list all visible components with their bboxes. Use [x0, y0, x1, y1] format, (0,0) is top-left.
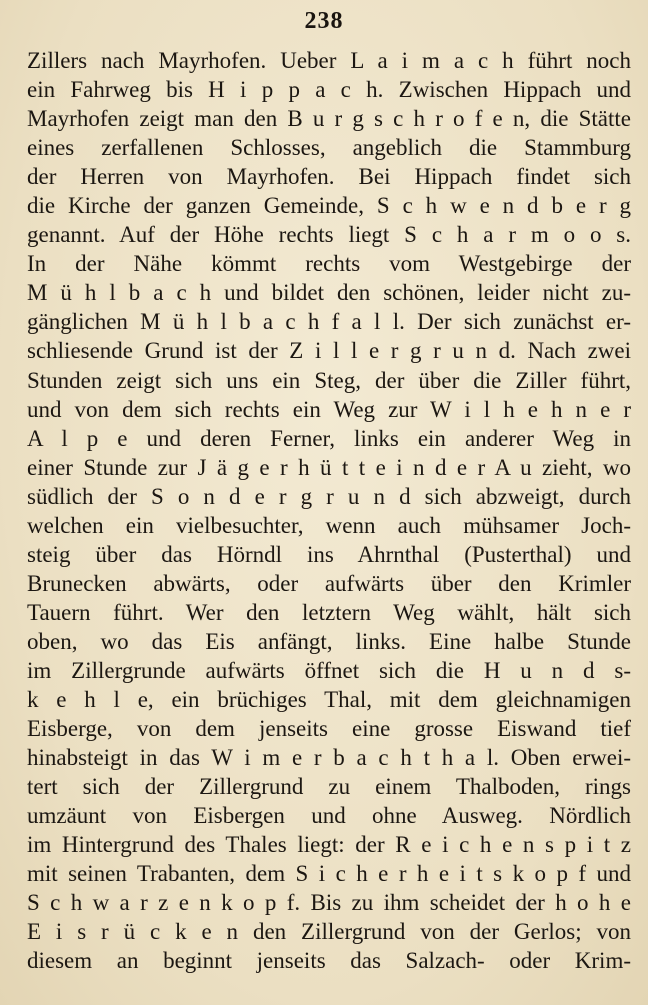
- text-line: schliesende Grund ist der Z i l l e r g r u n d. Nach zwei: [27, 338, 631, 364]
- text-line: M ü h l b a c h und bildet den schönen, leider nicht zu-: [27, 280, 631, 306]
- text-line: E i s r ü c k e n den Zillergrund von der Gerlos; von: [27, 919, 631, 945]
- text-line: und von dem sich rechts ein Weg zur W i l h e h n e r: [27, 396, 631, 422]
- text-line: eines zerfallenen Schlosses, angeblich die Stammburg: [27, 135, 631, 161]
- text-line: Stunden zeigt sich uns ein Steg, der über die Ziller führt,: [27, 367, 631, 393]
- text-line: Zillers nach Mayrhofen. Ueber L a i m a c h führt noch: [27, 48, 631, 73]
- text-line: ein Fahrweg bis H i p p a c h. Zwischen Hippach und: [27, 77, 631, 103]
- text-line: gänglichen M ü h l b a c h f a l l. Der sich zunächst er-: [27, 309, 631, 335]
- text-line: im Zillergrunde aufwärts öffnet sich die H u n d s-: [27, 657, 631, 683]
- text-line: mit seinen Trabanten, dem S i c h e r h e i t s k o p f und: [27, 861, 631, 887]
- text-line: Brunecken abwärts, oder aufwärts über den Krimler: [27, 570, 631, 596]
- text-line: In der Nähe kömmt rechts vom Westgebirge der: [27, 251, 631, 277]
- text-line: S c h w a r z e n k o p f. Bis zu ihm scheidet der h o h e: [27, 890, 631, 916]
- text-line: die Kirche der ganzen Gemeinde, S c h w e n d b e r g: [27, 193, 631, 219]
- text-line: Eisberge, von dem jenseits eine grosse Eiswand tief: [27, 716, 631, 742]
- text-line: genannt. Auf der Höhe rechts liegt S c h a r m o o s.: [27, 222, 631, 248]
- text-line: umzäunt von Eisbergen und ohne Ausweg. Nördlich: [27, 803, 631, 829]
- text-line: tert sich der Zillergrund zu einem Thalboden, rings: [27, 774, 631, 800]
- text-line: Tauern führt. Wer den letztern Weg wählt, hält sich: [27, 599, 631, 625]
- page-number: 238: [304, 8, 344, 34]
- text-line: im Hintergrund des Thales liegt: der R e i c h e n s p i t z: [27, 832, 631, 858]
- text-line: steig über das Hörndl ins Ahrnthal (Pusterthal) und: [27, 541, 631, 567]
- text-line: A l p e und deren Ferner, links ein anderer Weg in: [27, 425, 631, 451]
- text-line: k e h l e, ein brüchiges Thal, mit dem gleichnamigen: [27, 687, 631, 713]
- text-line: oben, wo das Eis anfängt, links. Eine halbe Stunde: [27, 628, 631, 654]
- text-line: hinabsteigt in das W i m e r b a c h t h a l. Oben erwei-: [27, 745, 631, 771]
- body-text: [27, 46, 631, 976]
- text-line: südlich der S o n d e r g r u n d sich abzweigt, durch: [27, 483, 631, 509]
- text-line: der Herren von Mayrhofen. Bei Hippach findet sich: [27, 164, 631, 190]
- text-line: einer Stunde zur J ä g e r h ü t t e i n d e r A u zieht, wo: [27, 454, 631, 480]
- text-line: diesem an beginnt jenseits das Salzach- oder Krim-: [27, 948, 631, 974]
- text-line: welchen ein vielbesuchter, wenn auch mühsamer Joch-: [27, 512, 631, 538]
- text-line: Mayrhofen zeigt man den B u r g s c h r o f e n, die Stätte: [27, 106, 631, 132]
